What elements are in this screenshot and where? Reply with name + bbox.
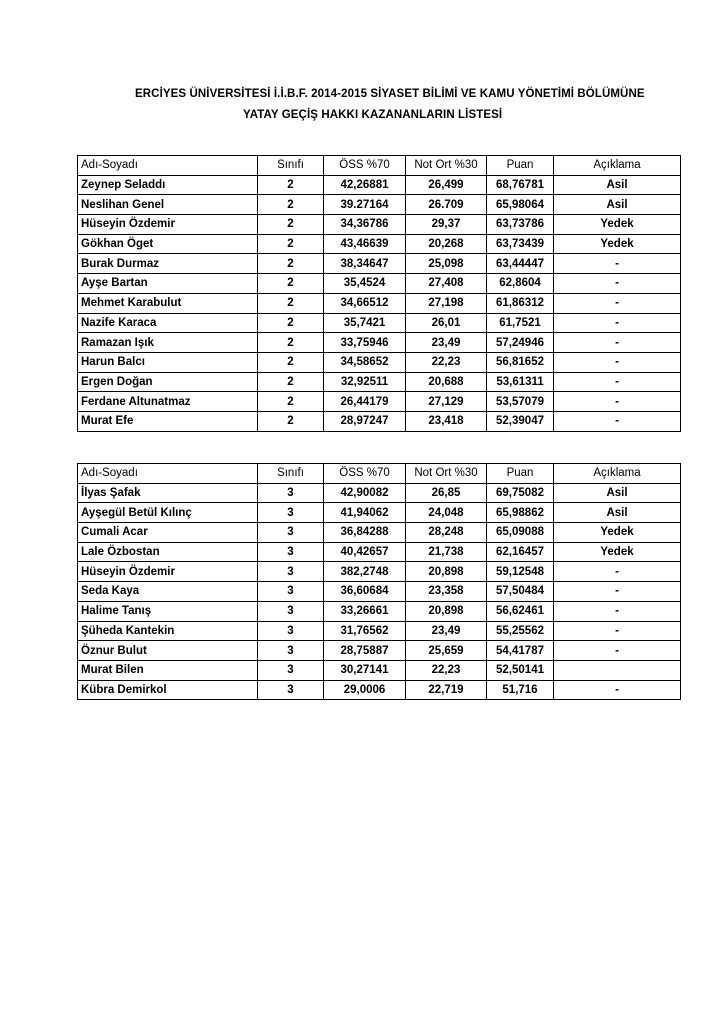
cell-name: Şüheda Kantekin [78,621,258,641]
table-row [78,234,681,254]
column-header-class: Sınıfı [258,156,324,176]
cell-class: 3 [258,641,324,661]
cell-score: 52,50141 [487,660,554,680]
cell-name: Ramazan Işık [78,333,258,353]
table-row [78,621,681,641]
cell-gpa: 26,85 [406,483,487,503]
cell-oss: 36,60684 [324,582,406,602]
column-header-oss: ÖSS %70 [324,156,406,176]
cell-oss: 34,58652 [324,352,406,372]
cell-gpa: 28,248 [406,523,487,543]
table-row [78,175,681,195]
table-header-row [78,464,681,484]
cell-score: 53,61311 [487,372,554,392]
cell-class: 2 [258,372,324,392]
cell-oss: 32,92511 [324,372,406,392]
cell-oss: 28,97247 [324,411,406,431]
cell-name: Mehmet Karabulut [78,293,258,313]
cell-name: Ferdane Altunatmaz [78,392,258,412]
cell-name: Lale Özbostan [78,542,258,562]
cell-class: 2 [258,313,324,333]
cell-score: 57,50484 [487,582,554,602]
table-row [78,254,681,274]
cell-name: Halime Tanış [78,601,258,621]
table-row [78,333,681,353]
cell-score: 61,86312 [487,293,554,313]
cell-name: Kübra Demirkol [78,680,258,700]
cell-score: 63,73439 [487,234,554,254]
cell-note: Yedek [554,542,681,562]
cell-gpa: 27,129 [406,392,487,412]
table-header-row [78,156,681,176]
table-row [78,274,681,294]
cell-note: Asil [554,175,681,195]
table-row [78,195,681,215]
column-header-gpa: Not Ort %30 [406,156,487,176]
cell-oss: 33,75946 [324,333,406,353]
cell-class: 3 [258,680,324,700]
cell-oss: 42,26881 [324,175,406,195]
cell-name: Hüseyin Özdemir [78,215,258,235]
cell-score: 69,75082 [487,483,554,503]
cell-oss: 33,26661 [324,601,406,621]
cell-oss: 39.27164 [324,195,406,215]
cell-class: 2 [258,392,324,412]
cell-class: 3 [258,621,324,641]
cell-name: Ergen Doğan [78,372,258,392]
cell-name: Hüseyin Özdemir [78,562,258,582]
cell-note: Asil [554,503,681,523]
cell-class: 2 [258,333,324,353]
column-header-score: Puan [487,464,554,484]
cell-score: 65,98064 [487,195,554,215]
cell-class: 2 [258,352,324,372]
cell-oss: 36,84288 [324,523,406,543]
cell-name: Ayşe Bartan [78,274,258,294]
cell-score: 68,76781 [487,175,554,195]
cell-class: 3 [258,483,324,503]
table-row [78,483,681,503]
cell-oss: 42,90082 [324,483,406,503]
cell-gpa: 23,49 [406,333,487,353]
cell-class: 3 [258,660,324,680]
cell-oss: 31,76562 [324,621,406,641]
cell-score: 51,716 [487,680,554,700]
cell-gpa: 29,37 [406,215,487,235]
class-2-table [77,155,681,432]
column-header-gpa: Not Ort %30 [406,464,487,484]
cell-gpa: 24,048 [406,503,487,523]
cell-note: - [554,680,681,700]
cell-note: Yedek [554,523,681,543]
cell-class: 3 [258,523,324,543]
cell-score: 52,39047 [487,411,554,431]
cell-name: Harun Balcı [78,352,258,372]
cell-name: Zeynep Seladdı [78,175,258,195]
column-header-oss: ÖSS %70 [324,464,406,484]
cell-name: Neslihan Genel [78,195,258,215]
cell-oss: 40,42657 [324,542,406,562]
cell-note: Yedek [554,234,681,254]
cell-class: 2 [258,274,324,294]
cell-oss: 382,2748 [324,562,406,582]
cell-oss: 41,94062 [324,503,406,523]
cell-gpa: 25,098 [406,254,487,274]
cell-class: 3 [258,601,324,621]
cell-score: 57,24946 [487,333,554,353]
cell-score: 56,81652 [487,352,554,372]
table-row [78,641,681,661]
cell-class: 2 [258,195,324,215]
table-row [78,293,681,313]
cell-note: - [554,641,681,661]
cell-note [554,660,681,680]
cell-score: 61,7521 [487,313,554,333]
cell-note: Asil [554,195,681,215]
cell-score: 62,16457 [487,542,554,562]
cell-name: Cumali Acar [78,523,258,543]
cell-oss: 35,7421 [324,313,406,333]
cell-name: Burak Durmaz [78,254,258,274]
table-row [78,313,681,333]
cell-gpa: 26,01 [406,313,487,333]
cell-gpa: 26.709 [406,195,487,215]
cell-name: Murat Efe [78,411,258,431]
cell-score: 55,25562 [487,621,554,641]
cell-name: Nazife Karaca [78,313,258,333]
cell-note: - [554,254,681,274]
cell-note: - [554,562,681,582]
cell-oss: 38,34647 [324,254,406,274]
cell-oss: 29,0006 [324,680,406,700]
cell-note: Yedek [554,215,681,235]
cell-score: 65,09088 [487,523,554,543]
column-header-name: Adı-Soyadı [78,464,258,484]
table-row [78,215,681,235]
cell-note: - [554,621,681,641]
column-header-class: Sınıfı [258,464,324,484]
column-header-note: Açıklama [554,464,681,484]
table-row [78,660,681,680]
table-row [78,372,681,392]
cell-note: - [554,274,681,294]
column-header-name: Adı-Soyadı [78,156,258,176]
cell-class: 2 [258,254,324,274]
cell-class: 2 [258,234,324,254]
cell-oss: 26,44179 [324,392,406,412]
column-header-note: Açıklama [554,156,681,176]
cell-class: 2 [258,175,324,195]
cell-gpa: 27,408 [406,274,487,294]
cell-score: 65,98862 [487,503,554,523]
cell-name: Ayşegül Betül Kılınç [78,503,258,523]
cell-oss: 34,36786 [324,215,406,235]
document-subtitle: YATAY GEÇİŞ HAKKI KAZANANLARIN LİSTESİ [243,109,503,121]
cell-gpa: 23,358 [406,582,487,602]
cell-name: İlyas Şafak [78,483,258,503]
table-row [78,352,681,372]
cell-note: - [554,313,681,333]
cell-note: - [554,372,681,392]
cell-name: Seda Kaya [78,582,258,602]
cell-gpa: 26,499 [406,175,487,195]
cell-score: 62,8604 [487,274,554,294]
cell-gpa: 20,898 [406,562,487,582]
table-row [78,601,681,621]
cell-name: Öznur Bulut [78,641,258,661]
cell-score: 63,44447 [487,254,554,274]
cell-score: 59,12548 [487,562,554,582]
cell-note: - [554,392,681,412]
document-title: ERCİYES ÜNİVERSİTESİ İ.İ.B.F. 2014-2015 SİYASET BİLİMİ VE KAMU YÖNETİMİ BÖLÜMÜNE [135,88,645,100]
cell-name: Gökhan Öget [78,234,258,254]
cell-class: 2 [258,411,324,431]
cell-oss: 35,4524 [324,274,406,294]
cell-gpa: 20,268 [406,234,487,254]
cell-class: 3 [258,562,324,582]
cell-note: - [554,601,681,621]
cell-gpa: 20,898 [406,601,487,621]
cell-class: 3 [258,582,324,602]
cell-score: 63,73786 [487,215,554,235]
cell-class: 2 [258,215,324,235]
cell-oss: 43,46639 [324,234,406,254]
cell-gpa: 23,49 [406,621,487,641]
table-row [78,411,681,431]
cell-oss: 28,75887 [324,641,406,661]
cell-note: - [554,582,681,602]
cell-note: - [554,352,681,372]
cell-gpa: 23,418 [406,411,487,431]
column-header-score: Puan [487,156,554,176]
cell-note: - [554,333,681,353]
table-row [78,392,681,412]
table-row [78,680,681,700]
cell-class: 3 [258,542,324,562]
cell-note: Asil [554,483,681,503]
table-row [78,523,681,543]
cell-gpa: 22,23 [406,352,487,372]
table-row [78,562,681,582]
table-row [78,542,681,562]
cell-note: - [554,411,681,431]
cell-class: 2 [258,293,324,313]
cell-class: 3 [258,503,324,523]
table-row [78,503,681,523]
cell-gpa: 22,719 [406,680,487,700]
cell-oss: 30,27141 [324,660,406,680]
cell-gpa: 20,688 [406,372,487,392]
cell-score: 54,41787 [487,641,554,661]
table-row [78,582,681,602]
cell-score: 56,62461 [487,601,554,621]
cell-gpa: 27,198 [406,293,487,313]
cell-oss: 34,66512 [324,293,406,313]
cell-gpa: 22,23 [406,660,487,680]
cell-gpa: 25,659 [406,641,487,661]
cell-name: Murat Bilen [78,660,258,680]
class-3-table [77,463,681,700]
cell-gpa: 21,738 [406,542,487,562]
cell-note: - [554,293,681,313]
cell-score: 53,57079 [487,392,554,412]
